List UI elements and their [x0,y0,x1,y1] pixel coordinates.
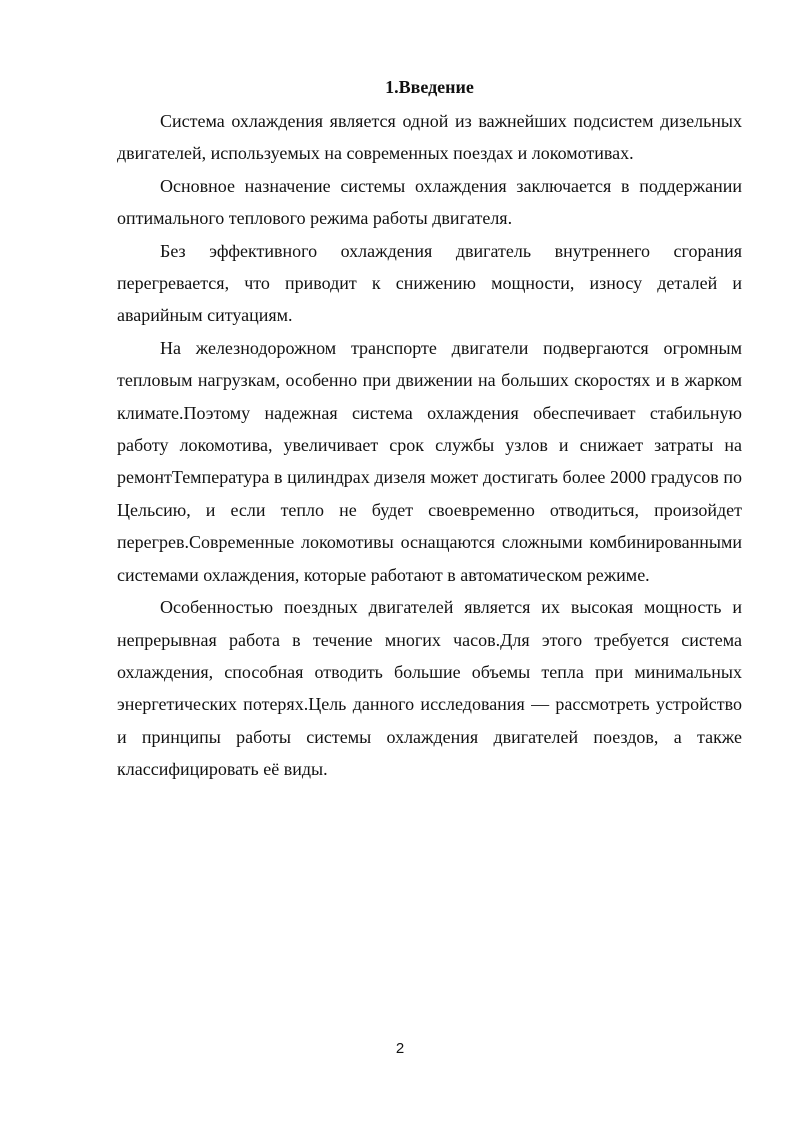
paragraph-5: Особенностью поездных двигателей является их высокая мощность и непрерывная работа в течение многих часов.Для этого требуется система охлаждения, способная отводить большие объемы тепла при минимальных энергетических потерях.Цель данного исследования — рассмотреть устройство и принципы работы системы охлаждения двигателей поездов, а также классифицировать её виды. [117,597,742,780]
paragraph-2: Основное назначение системы охлаждения заключается в поддержании оптимального теплового режима работы двигателя. [117,175,742,229]
page-content [117,76,742,786]
paragraph-3: Без эффективного охлаждения двигатель внутреннего сгорания перегревается, что приводит к снижению мощности, износу деталей и аварийным ситуациям. [117,240,742,326]
section-heading: 1.Введение [385,77,474,97]
paragraph-1: Система охлаждения является одной из важнейших подсистем дизельных двигателей, используемых на современных поездах и локомотивах. [117,111,742,164]
page-number: 2 [395,1040,405,1057]
paragraph-4: На железнодорожном транспорте двигатели подвергаются огромным тепловым нагрузкам, особенно при движении на больших скоростях и в жарком климате.Поэтому надежная система охлаждения обеспечивает стабильную работу локомотива, увеличивает срок службы узлов и снижает затраты на ремонтТемпература в цилиндрах дизеля может достигать более 2000 градусов по Цельсию, и если тепло не будет своевременно отводиться, произойдет перегрев.Современные локомотивы оснащаются сложными комбинированными системами охлаждения, которые работают в автоматическом режиме. [117,337,742,585]
